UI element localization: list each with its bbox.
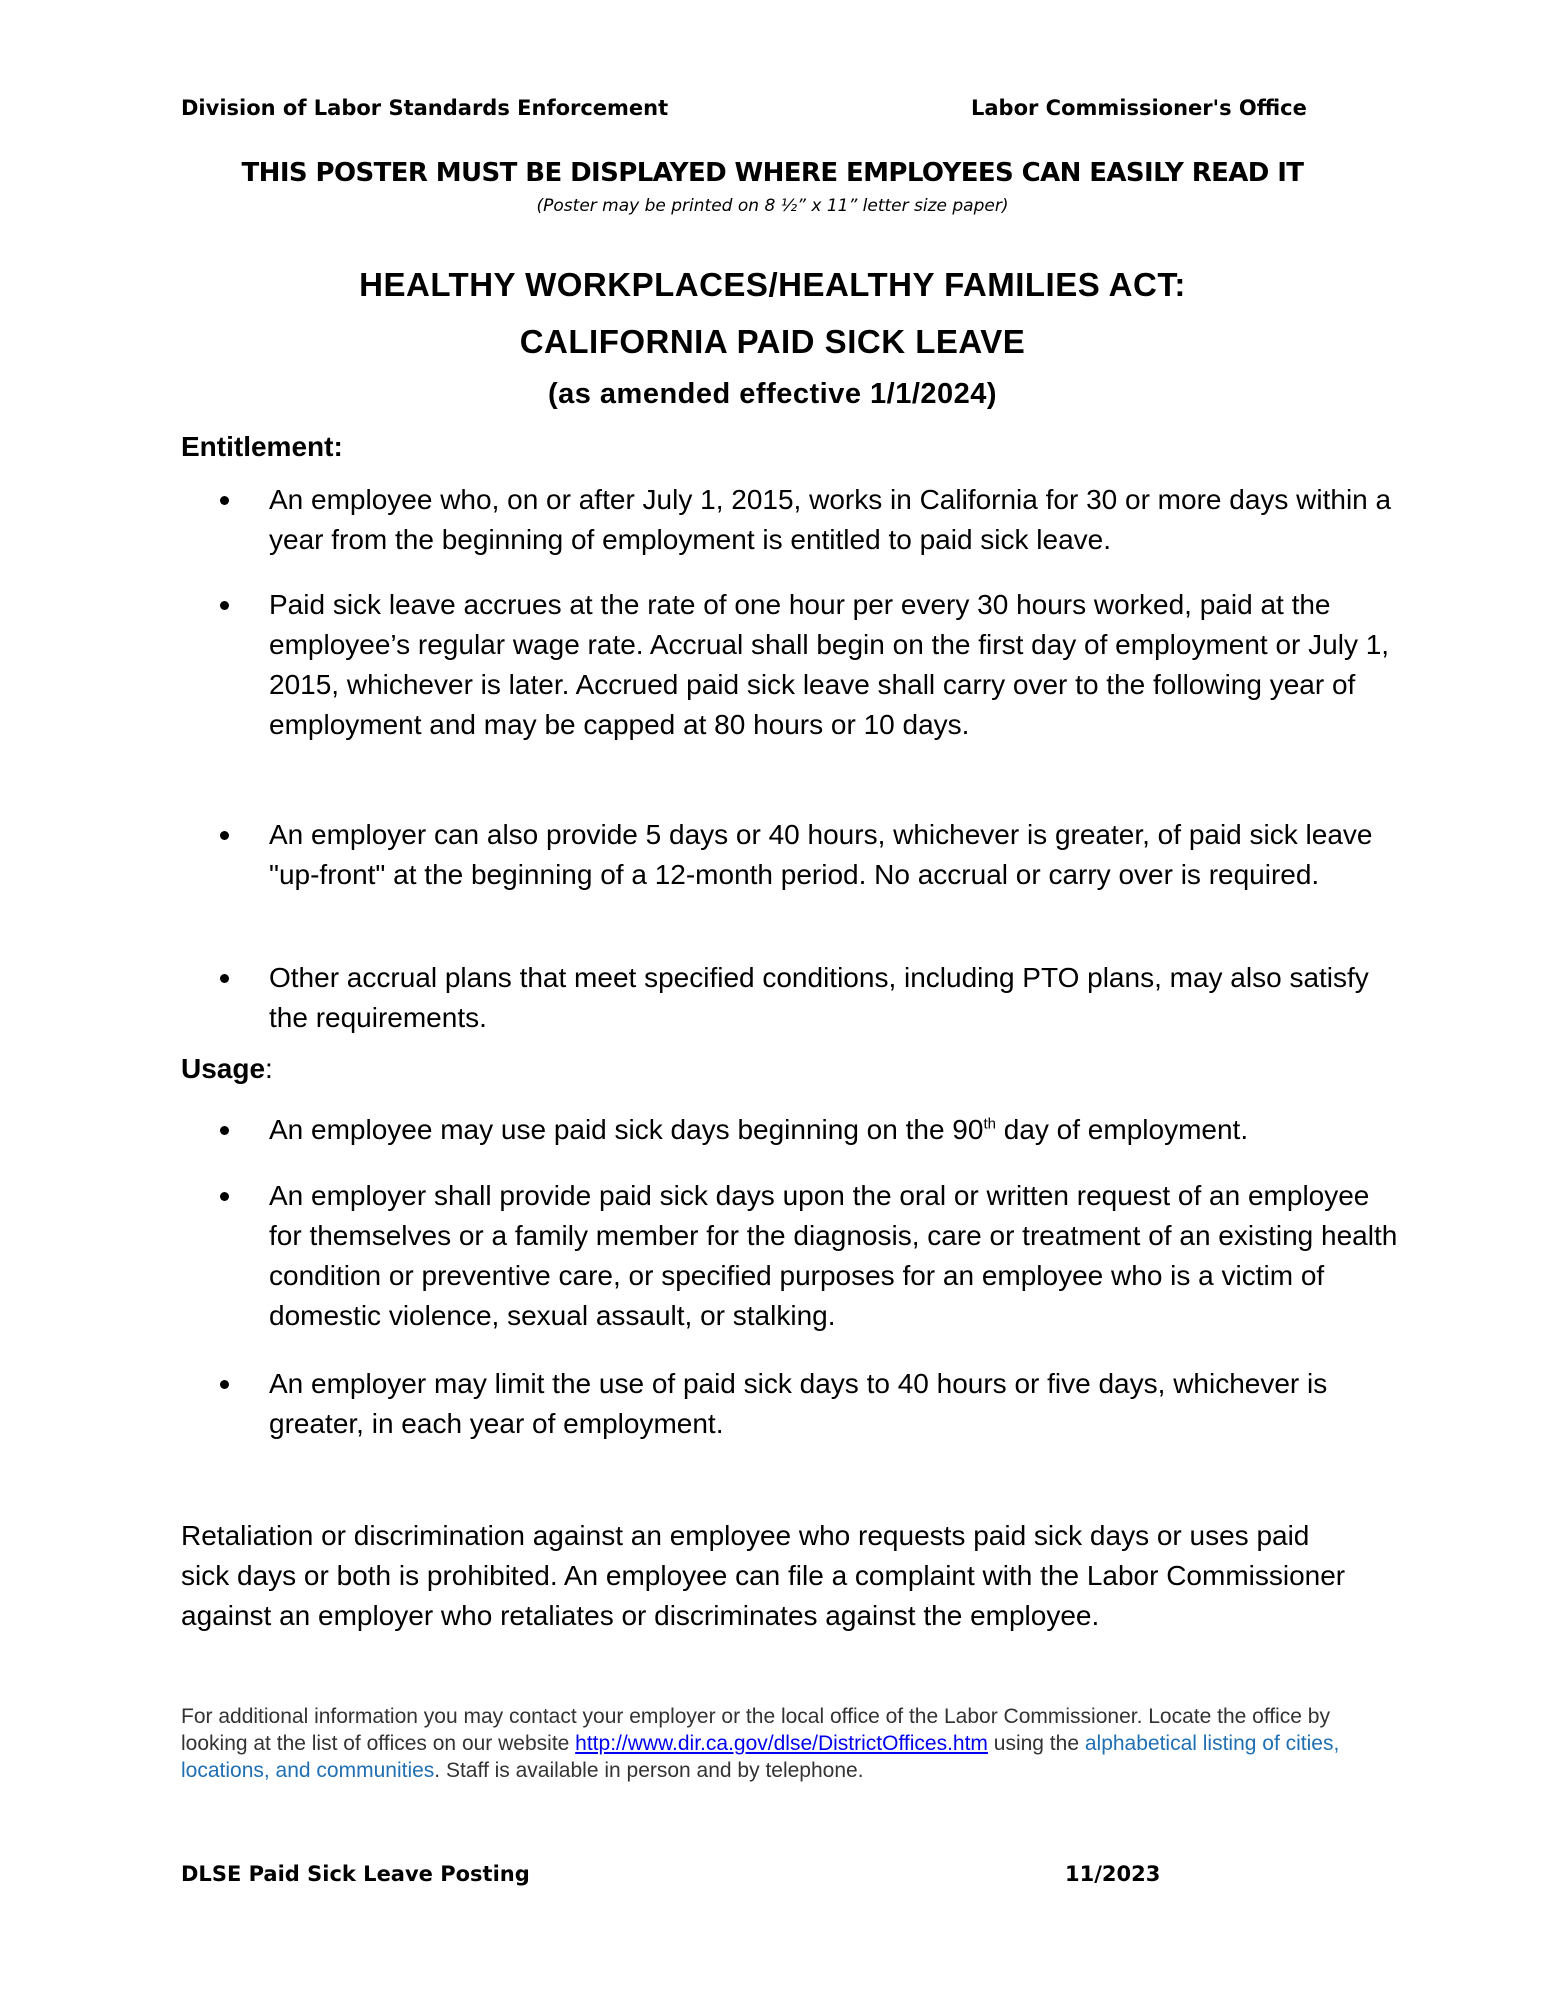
list-item-text-part: day of employment. bbox=[995, 1114, 1249, 1145]
bullet-icon bbox=[220, 1126, 229, 1135]
additional-info-paragraph bbox=[181, 1703, 1381, 1784]
bullet-icon bbox=[220, 496, 229, 505]
list-item-text bbox=[269, 1114, 1248, 1145]
usage-heading-colon: : bbox=[265, 1053, 273, 1084]
display-notice: THIS POSTER MUST BE DISPLAYED WHERE EMPLOYEES CAN EASILY READ IT bbox=[241, 158, 1304, 188]
list-item-text: An employee who, on or after July 1, 2015, works in California for 30 or more days within a year from the beginning of employment is entitled to paid sick leave. bbox=[269, 484, 1392, 555]
header-office: Labor Commissioner's Office bbox=[971, 96, 1307, 120]
list-item bbox=[269, 1176, 1399, 1336]
list-item bbox=[269, 815, 1399, 895]
list-item bbox=[269, 585, 1399, 745]
bullet-icon bbox=[220, 601, 229, 610]
amended-date: (as amended effective 1/1/2024) bbox=[547, 378, 998, 410]
entitlement-heading: Entitlement: bbox=[181, 431, 343, 462]
list-item bbox=[269, 958, 1399, 1038]
list-item-text: Paid sick leave accrues at the rate of one hour per every 30 hours worked, paid at the employee’s regular wage rate. Accrual shall begin on the first day of employment or July 1, 2015, whichever is later. Accrued paid sick leave shall carry over to the following year of employment and may be capped at 80 hours or 10 days. bbox=[269, 589, 1390, 740]
bullet-icon bbox=[220, 831, 229, 840]
footer-posting-name: DLSE Paid Sick Leave Posting bbox=[181, 1862, 530, 1886]
ordinal-superscript: th bbox=[983, 1115, 996, 1133]
district-offices-link[interactable]: http://www.dir.ca.gov/dlse/DistrictOffices.htm bbox=[575, 1732, 988, 1755]
usage-heading-text: Usage bbox=[181, 1053, 266, 1084]
list-item bbox=[269, 1364, 1399, 1444]
footer-date: 11/2023 bbox=[1065, 1862, 1161, 1886]
header-division: Division of Labor Standards Enforcement bbox=[181, 96, 669, 120]
additional-text: using the bbox=[987, 1732, 1085, 1755]
list-item-text-part: An employee may use paid sick days beginning on the 90 bbox=[269, 1114, 984, 1145]
list-item-text: An employer shall provide paid sick days upon the oral or written request of an employee for themselves or a family member for the diagnosis, care or treatment of an existing health condition or preventive care, or specified purposes for an employee who is a victim of domestic violence, sexual assault, or stalking. bbox=[269, 1180, 1398, 1331]
retaliation-paragraph: Retaliation or discrimination against an employee who requests paid sick days or uses paid sick days or both is prohibited. An employee can file a complaint with the Labor Commissioner against an employer who retaliates or discriminates against the employee. bbox=[181, 1520, 1346, 1631]
additional-text: For additional information you may contact your employer or the local office of the Labor Commissioner. Locate the office by looking at the list of offices on our website bbox=[181, 1705, 1330, 1755]
usage-heading bbox=[181, 1053, 273, 1085]
list-item-text: An employer can also provide 5 days or 40 hours, whichever is greater, of paid sick leave "up-front" at the beginning of a 12-month period. No accrual or carry over is required. bbox=[269, 819, 1373, 890]
list-item bbox=[269, 480, 1399, 560]
poster-title-line2: CALIFORNIA PAID SICK LEAVE bbox=[519, 323, 1026, 360]
print-note: (Poster may be printed on 8 ½” x 11” letter size paper) bbox=[536, 196, 1009, 216]
alphabetical-listing-link[interactable]: alphabetical listing of cities, locations, and communities bbox=[181, 1732, 1340, 1782]
bullet-icon bbox=[220, 1192, 229, 1201]
bullet-icon bbox=[220, 974, 229, 983]
list-item-text: An employer may limit the use of paid sick days to 40 hours or five days, whichever is greater, in each year of employment. bbox=[269, 1368, 1328, 1439]
bullet-icon bbox=[220, 1380, 229, 1389]
list-item-text: Other accrual plans that meet specified conditions, including PTO plans, may also satisfy the requirements. bbox=[269, 962, 1369, 1033]
poster-title-line1: HEALTHY WORKPLACES/HEALTHY FAMILIES ACT: bbox=[359, 266, 1186, 303]
additional-text: . Staff is available in person and by telephone. bbox=[434, 1759, 864, 1782]
list-item bbox=[269, 1110, 1399, 1150]
